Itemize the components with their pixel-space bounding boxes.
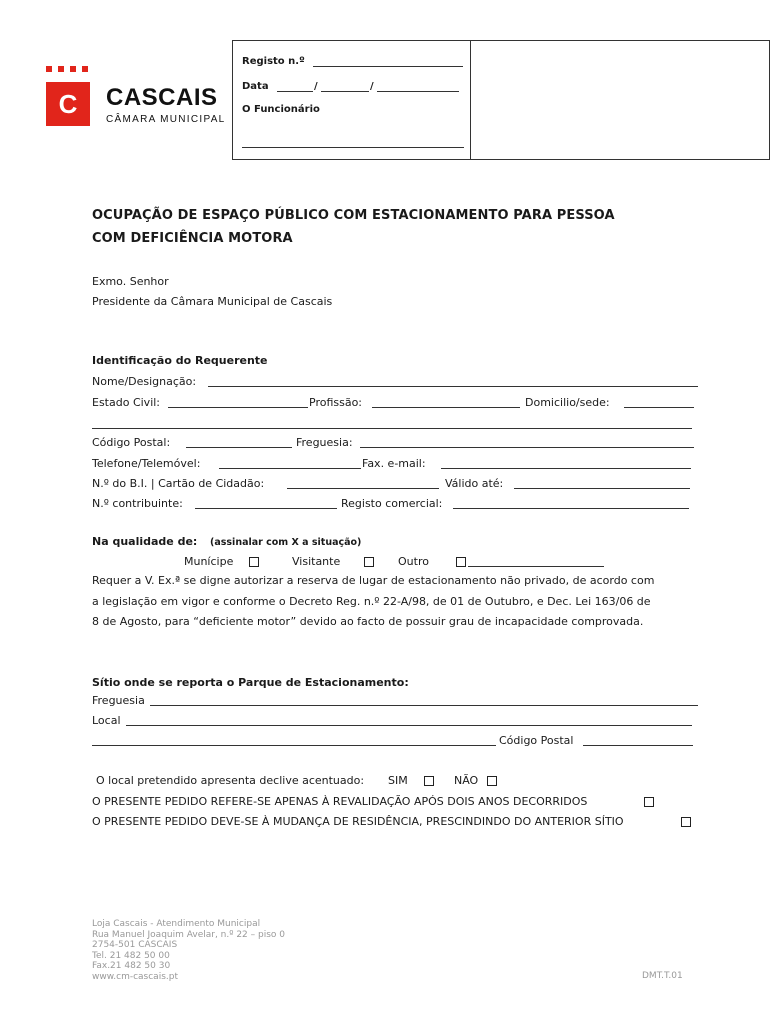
visitante-label: Visitante [292, 555, 341, 568]
form-title-line-2: COM DEFICIÊNCIA MOTORA [92, 231, 293, 246]
revalidacao-checkbox[interactable] [644, 797, 654, 807]
outro-label: Outro [398, 555, 429, 568]
domicilio-label: Domicilio/sede: [525, 396, 610, 409]
registo-data-month-field[interactable] [321, 91, 369, 92]
registo-box-divider [470, 40, 471, 160]
footer-phone: Tel. 21 482 50 00 [92, 950, 170, 961]
declive-nao-label: NÃO [454, 774, 479, 787]
logo-dot [70, 66, 76, 72]
footer-postal: 2754-501 CASCAIS [92, 940, 178, 950]
visitante-checkbox[interactable] [364, 557, 374, 567]
profissao-field[interactable] [372, 407, 520, 408]
fax-email-label: Fax. e-mail: [362, 457, 426, 470]
domicilio-continuation-field[interactable] [92, 428, 692, 429]
addressee-title: Presidente da Câmara Municipal de Cascais [92, 295, 333, 308]
addressee-greeting: Exmo. Senhor [92, 275, 169, 288]
telefone-label: Telefone/Telemóvel: [92, 457, 201, 470]
registo-comercial-label: Registo comercial: [341, 497, 443, 510]
pedido-text-line-2: a legislação em vigor e conforme o Decreto Reg. n.º 22-A/98, de 01 de Outubro, e Dec. Lei 163/06 de [92, 595, 651, 608]
pedido-text-line-3: 8 de Agosto, para “deficiente motor” devido ao facto de possuir grau de incapacidade comprovada. [92, 615, 644, 628]
registo-numero-label: Registo n.º [242, 56, 305, 67]
registo-data-year-field[interactable] [377, 91, 459, 92]
valido-ate-label: Válido até: [445, 477, 504, 490]
telefone-field[interactable] [219, 468, 361, 469]
sitio-heading: Sítio onde se reporta o Parque de Estacionamento: [92, 676, 409, 689]
logo-dot [82, 66, 88, 72]
nome-label: Nome/Designação: [92, 375, 197, 388]
logo-letter: C [58, 89, 78, 119]
registo-data-separator: / [314, 81, 318, 92]
freguesia-field[interactable] [360, 447, 694, 448]
sitio-freguesia-label: Freguesia [92, 694, 145, 707]
profissao-label: Profissão: [309, 396, 363, 409]
footer-fax: Fax.21 482 50 30 [92, 961, 171, 971]
revalidacao-label: O PRESENTE PEDIDO REFERE-SE APENAS À REVALIDAÇÃO APÓS DOIS ANOS DECORRIDOS [92, 795, 588, 808]
contribuinte-field[interactable] [195, 508, 337, 509]
sitio-freguesia-field[interactable] [150, 705, 698, 706]
logo-subtitle: CÂMARA MUNICIPAL [106, 114, 226, 125]
registo-numero-field[interactable] [313, 66, 463, 67]
nome-field[interactable] [208, 386, 698, 387]
codigo-postal-field[interactable] [186, 447, 292, 448]
logo-name: CASCAIS [106, 84, 218, 111]
mudanca-checkbox[interactable] [681, 817, 691, 827]
registo-box [232, 40, 770, 160]
declive-question: O local pretendido apresenta declive acentuado: [96, 774, 365, 787]
pedido-text-line-1: Requer a V. Ex.ª se digne autorizar a reserva de lugar de estacionamento não privado, de acordo com [92, 574, 655, 587]
registo-data-separator: / [370, 81, 374, 92]
document-code: DMT.T.01 [642, 971, 683, 981]
logo-square [46, 82, 90, 126]
contribuinte-label: N.º contribuinte: [92, 497, 183, 510]
footer-address: Rua Manuel Joaquim Avelar, n.º 22 – piso 0 [92, 929, 286, 940]
declive-sim-checkbox[interactable] [424, 776, 434, 786]
fax-email-field[interactable] [441, 468, 691, 469]
logo-dot [46, 66, 52, 72]
freguesia-label: Freguesia: [296, 436, 353, 449]
bi-cartao-field[interactable] [287, 488, 439, 489]
bi-cartao-label: N.º do B.I. | Cartão de Cidadão: [92, 477, 265, 490]
form-title-line-1: OCUPAÇÃO DE ESPAÇO PÚBLICO COM ESTACIONAMENTO PARA PESSOA [92, 208, 615, 223]
qualidade-hint: (assinalar com X a situação) [210, 537, 362, 548]
registo-funcionario-signature-field[interactable] [242, 147, 464, 148]
sitio-local-field[interactable] [126, 725, 692, 726]
declive-sim-label: SIM [388, 774, 408, 787]
registo-funcionario-label: O Funcionário [242, 104, 320, 115]
registo-data-label: Data [242, 81, 269, 92]
valido-ate-field[interactable] [514, 488, 690, 489]
outro-field[interactable] [468, 566, 604, 567]
footer-website[interactable]: www.cm-cascais.pt [92, 971, 178, 982]
sitio-local-label: Local [92, 714, 121, 727]
declive-nao-checkbox[interactable] [487, 776, 497, 786]
municipe-checkbox[interactable] [249, 557, 259, 567]
outro-checkbox[interactable] [456, 557, 466, 567]
sitio-codigo-postal-field[interactable] [583, 745, 693, 746]
sitio-local-continuation-field[interactable] [92, 745, 496, 746]
municipe-label: Munícipe [184, 555, 234, 568]
domicilio-field[interactable] [624, 407, 694, 408]
footer-office: Loja Cascais - Atendimento Municipal [92, 919, 261, 929]
qualidade-heading: Na qualidade de: [92, 535, 198, 548]
estado-civil-label: Estado Civil: [92, 396, 161, 409]
identificacao-heading: Identificação do Requerente [92, 354, 268, 367]
codigo-postal-label: Código Postal: [92, 436, 171, 449]
mudanca-label: O PRESENTE PEDIDO DEVE-SE À MUDANÇA DE RESIDÊNCIA, PRESCINDINDO DO ANTERIOR SÍTIO [92, 815, 624, 828]
registo-data-day-field[interactable] [277, 91, 313, 92]
sitio-codigo-postal-label: Código Postal [499, 734, 574, 747]
logo-dot [58, 66, 64, 72]
registo-comercial-field[interactable] [453, 508, 689, 509]
estado-civil-field[interactable] [168, 407, 308, 408]
